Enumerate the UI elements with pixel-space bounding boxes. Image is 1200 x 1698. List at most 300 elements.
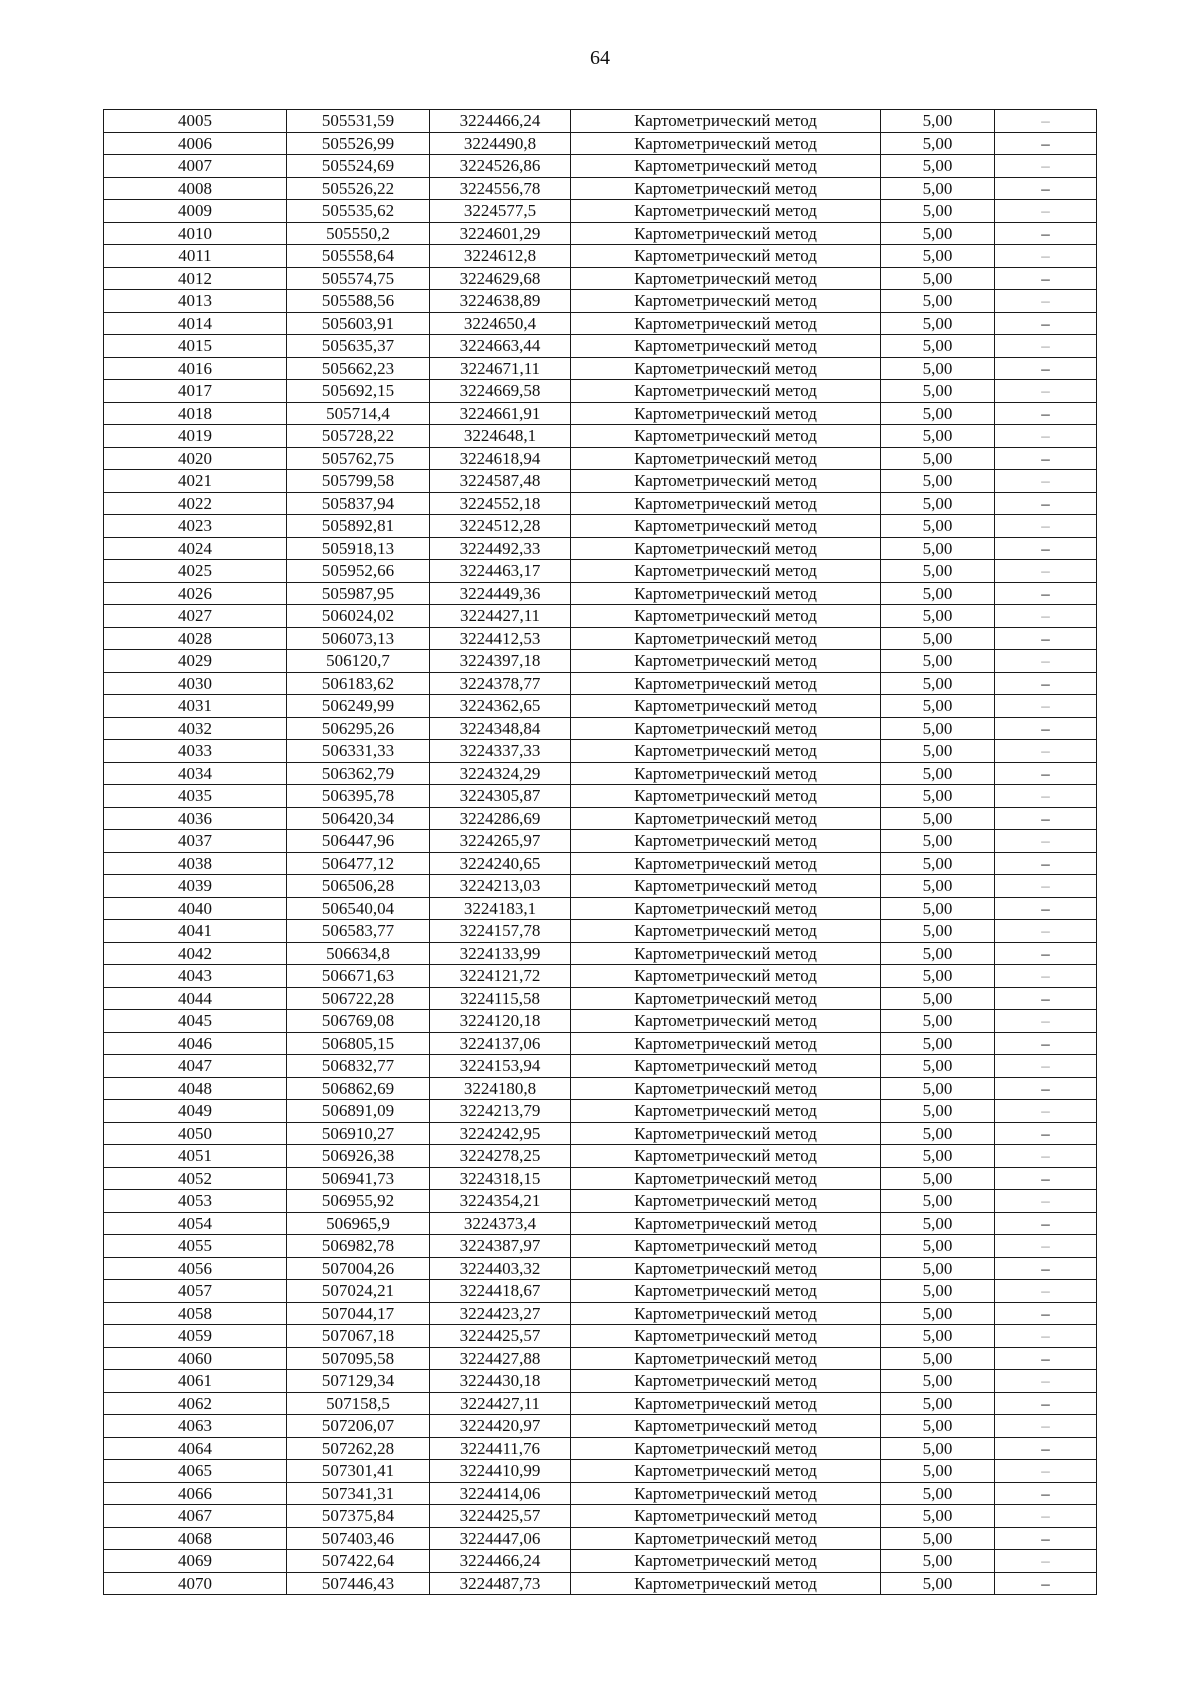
accuracy-cell: 5,00 <box>881 177 995 200</box>
dash-mark: – <box>1041 741 1050 761</box>
dash-mark: – <box>1041 358 1050 378</box>
dash-mark: – <box>1041 156 1050 176</box>
dash-mark: – <box>1041 696 1050 716</box>
point-number-cell: 4037 <box>104 830 287 853</box>
note-cell <box>995 695 1097 718</box>
y-coordinate-cell: 3224661,91 <box>430 402 571 425</box>
table-row <box>104 1392 1097 1415</box>
x-coordinate-cell: 506024,02 <box>287 605 430 628</box>
table-row <box>104 785 1097 808</box>
point-number-cell: 4068 <box>104 1527 287 1550</box>
accuracy-cell: 5,00 <box>881 515 995 538</box>
y-coordinate-cell: 3224425,57 <box>430 1325 571 1348</box>
x-coordinate-cell: 505526,99 <box>287 132 430 155</box>
method-cell: Картометрический метод <box>571 312 881 335</box>
accuracy-cell: 5,00 <box>881 1460 995 1483</box>
table-row <box>104 965 1097 988</box>
x-coordinate-cell: 506941,73 <box>287 1167 430 1190</box>
note-cell <box>995 1032 1097 1055</box>
dash-mark: – <box>1041 223 1050 243</box>
note-cell <box>995 110 1097 133</box>
method-cell: Картометрический метод <box>571 717 881 740</box>
point-number-cell: 4042 <box>104 942 287 965</box>
accuracy-cell: 5,00 <box>881 740 995 763</box>
accuracy-cell: 5,00 <box>881 807 995 830</box>
method-cell: Картометрический метод <box>571 1190 881 1213</box>
table-row <box>104 335 1097 358</box>
dash-mark: – <box>1041 1461 1050 1481</box>
dash-mark: – <box>1041 628 1050 648</box>
dash-mark: – <box>1041 966 1050 986</box>
y-coordinate-cell: 3224663,44 <box>430 335 571 358</box>
x-coordinate-cell: 505762,75 <box>287 447 430 470</box>
y-coordinate-cell: 3224629,68 <box>430 267 571 290</box>
accuracy-cell: 5,00 <box>881 560 995 583</box>
dash-mark: – <box>1041 1213 1050 1233</box>
dash-mark: – <box>1041 1483 1050 1503</box>
method-cell: Картометрический метод <box>571 830 881 853</box>
note-cell <box>995 1572 1097 1595</box>
accuracy-cell: 5,00 <box>881 312 995 335</box>
point-number-cell: 4034 <box>104 762 287 785</box>
y-coordinate-cell: 3224669,58 <box>430 380 571 403</box>
table-row <box>104 447 1097 470</box>
y-coordinate-cell: 3224157,78 <box>430 920 571 943</box>
note-cell <box>995 785 1097 808</box>
method-cell: Картометрический метод <box>571 1167 881 1190</box>
x-coordinate-cell: 506395,78 <box>287 785 430 808</box>
method-cell: Картометрический метод <box>571 740 881 763</box>
method-cell: Картометрический метод <box>571 1010 881 1033</box>
table-row <box>104 312 1097 335</box>
x-coordinate-cell: 507004,26 <box>287 1257 430 1280</box>
point-number-cell: 4043 <box>104 965 287 988</box>
dash-mark: – <box>1041 1573 1050 1593</box>
note-cell <box>995 1325 1097 1348</box>
dash-mark: – <box>1041 1528 1050 1548</box>
method-cell: Картометрический метод <box>571 920 881 943</box>
dash-mark: – <box>1041 1326 1050 1346</box>
x-coordinate-cell: 505692,15 <box>287 380 430 403</box>
method-cell: Картометрический метод <box>571 582 881 605</box>
point-number-cell: 4049 <box>104 1100 287 1123</box>
x-coordinate-cell: 505952,66 <box>287 560 430 583</box>
point-number-cell: 4059 <box>104 1325 287 1348</box>
note-cell <box>995 807 1097 830</box>
note-cell <box>995 1527 1097 1550</box>
method-cell: Картометрический метод <box>571 1302 881 1325</box>
note-cell <box>995 650 1097 673</box>
point-number-cell: 4006 <box>104 132 287 155</box>
dash-mark: – <box>1041 921 1050 941</box>
dash-mark: – <box>1041 876 1050 896</box>
point-number-cell: 4044 <box>104 987 287 1010</box>
table-row <box>104 807 1097 830</box>
accuracy-cell: 5,00 <box>881 942 995 965</box>
point-number-cell: 4035 <box>104 785 287 808</box>
accuracy-cell: 5,00 <box>881 492 995 515</box>
table-row <box>104 1302 1097 1325</box>
table-row <box>104 537 1097 560</box>
table-row <box>104 1235 1097 1258</box>
method-cell: Картометрический метод <box>571 1415 881 1438</box>
method-cell: Картометрический метод <box>571 155 881 178</box>
dash-mark: – <box>1041 291 1050 311</box>
point-number-cell: 4060 <box>104 1347 287 1370</box>
accuracy-cell: 5,00 <box>881 785 995 808</box>
table-row <box>104 1212 1097 1235</box>
x-coordinate-cell: 505550,2 <box>287 222 430 245</box>
point-number-cell: 4070 <box>104 1572 287 1595</box>
point-number-cell: 4055 <box>104 1235 287 1258</box>
method-cell: Картометрический метод <box>571 470 881 493</box>
x-coordinate-cell: 506447,96 <box>287 830 430 853</box>
accuracy-cell: 5,00 <box>881 1167 995 1190</box>
table-row <box>104 875 1097 898</box>
point-number-cell: 4054 <box>104 1212 287 1235</box>
table-row <box>104 1055 1097 1078</box>
note-cell <box>995 380 1097 403</box>
accuracy-cell: 5,00 <box>881 1122 995 1145</box>
y-coordinate-cell: 3224601,29 <box>430 222 571 245</box>
table-row <box>104 1077 1097 1100</box>
dash-mark: – <box>1041 178 1050 198</box>
method-cell: Картометрический метод <box>571 1280 881 1303</box>
accuracy-cell: 5,00 <box>881 1527 995 1550</box>
dash-mark: – <box>1041 381 1050 401</box>
dash-mark: – <box>1041 1078 1050 1098</box>
method-cell: Картометрический метод <box>571 875 881 898</box>
accuracy-cell: 5,00 <box>881 1370 995 1393</box>
accuracy-cell: 5,00 <box>881 1505 995 1528</box>
note-cell <box>995 245 1097 268</box>
dash-mark: – <box>1041 516 1050 536</box>
point-number-cell: 4040 <box>104 897 287 920</box>
method-cell: Картометрический метод <box>571 1077 881 1100</box>
note-cell <box>995 357 1097 380</box>
table-row <box>104 1482 1097 1505</box>
note-cell <box>995 1302 1097 1325</box>
point-number-cell: 4045 <box>104 1010 287 1033</box>
y-coordinate-cell: 3224449,36 <box>430 582 571 605</box>
note-cell <box>995 1122 1097 1145</box>
accuracy-cell: 5,00 <box>881 1235 995 1258</box>
dash-mark: – <box>1041 988 1050 1008</box>
point-number-cell: 4027 <box>104 605 287 628</box>
table-row <box>104 222 1097 245</box>
accuracy-cell: 5,00 <box>881 672 995 695</box>
method-cell: Картометрический метод <box>571 1370 881 1393</box>
method-cell: Картометрический метод <box>571 1212 881 1235</box>
y-coordinate-cell: 3224430,18 <box>430 1370 571 1393</box>
accuracy-cell: 5,00 <box>881 1212 995 1235</box>
dash-mark: – <box>1041 786 1050 806</box>
y-coordinate-cell: 3224115,58 <box>430 987 571 1010</box>
accuracy-cell: 5,00 <box>881 965 995 988</box>
y-coordinate-cell: 3224418,67 <box>430 1280 571 1303</box>
accuracy-cell: 5,00 <box>881 1392 995 1415</box>
point-number-cell: 4028 <box>104 627 287 650</box>
x-coordinate-cell: 506120,7 <box>287 650 430 673</box>
accuracy-cell: 5,00 <box>881 582 995 605</box>
dash-mark: – <box>1041 1416 1050 1436</box>
note-cell <box>995 290 1097 313</box>
accuracy-cell: 5,00 <box>881 132 995 155</box>
note-cell <box>995 335 1097 358</box>
method-cell: Картометрический метод <box>571 110 881 133</box>
table-row <box>104 1167 1097 1190</box>
y-coordinate-cell: 3224671,11 <box>430 357 571 380</box>
y-coordinate-cell: 3224387,97 <box>430 1235 571 1258</box>
dash-mark: – <box>1041 583 1050 603</box>
method-cell: Картометрический метод <box>571 1392 881 1415</box>
table-row <box>104 1505 1097 1528</box>
dash-mark: – <box>1041 448 1050 468</box>
method-cell: Картометрический метод <box>571 942 881 965</box>
accuracy-cell: 5,00 <box>881 425 995 448</box>
table-row <box>104 515 1097 538</box>
table-row <box>104 470 1097 493</box>
note-cell <box>995 1437 1097 1460</box>
y-coordinate-cell: 3224133,99 <box>430 942 571 965</box>
accuracy-cell: 5,00 <box>881 762 995 785</box>
x-coordinate-cell: 505535,62 <box>287 200 430 223</box>
y-coordinate-cell: 3224512,28 <box>430 515 571 538</box>
accuracy-cell: 5,00 <box>881 1572 995 1595</box>
y-coordinate-cell: 3224487,73 <box>430 1572 571 1595</box>
point-number-cell: 4021 <box>104 470 287 493</box>
note-cell <box>995 1145 1097 1168</box>
dash-mark: – <box>1041 898 1050 918</box>
note-cell <box>995 1167 1097 1190</box>
accuracy-cell: 5,00 <box>881 1100 995 1123</box>
dash-mark: – <box>1041 1438 1050 1458</box>
x-coordinate-cell: 506331,33 <box>287 740 430 763</box>
x-coordinate-cell: 506540,04 <box>287 897 430 920</box>
method-cell: Картометрический метод <box>571 1437 881 1460</box>
point-number-cell: 4020 <box>104 447 287 470</box>
x-coordinate-cell: 505603,91 <box>287 312 430 335</box>
y-coordinate-cell: 3224348,84 <box>430 717 571 740</box>
y-coordinate-cell: 3224463,17 <box>430 560 571 583</box>
accuracy-cell: 5,00 <box>881 357 995 380</box>
x-coordinate-cell: 506249,99 <box>287 695 430 718</box>
dash-mark: – <box>1041 1393 1050 1413</box>
note-cell <box>995 830 1097 853</box>
y-coordinate-cell: 3224650,4 <box>430 312 571 335</box>
accuracy-cell: 5,00 <box>881 537 995 560</box>
x-coordinate-cell: 507206,07 <box>287 1415 430 1438</box>
method-cell: Картометрический метод <box>571 402 881 425</box>
accuracy-cell: 5,00 <box>881 290 995 313</box>
table-row <box>104 1527 1097 1550</box>
note-cell <box>995 1482 1097 1505</box>
y-coordinate-cell: 3224587,48 <box>430 470 571 493</box>
table-row <box>104 1437 1097 1460</box>
y-coordinate-cell: 3224411,76 <box>430 1437 571 1460</box>
y-coordinate-cell: 3224213,03 <box>430 875 571 898</box>
y-coordinate-cell: 3224121,72 <box>430 965 571 988</box>
dash-mark: – <box>1041 1101 1050 1121</box>
table-row <box>104 560 1097 583</box>
x-coordinate-cell: 507095,58 <box>287 1347 430 1370</box>
dash-mark: – <box>1041 336 1050 356</box>
y-coordinate-cell: 3224420,97 <box>430 1415 571 1438</box>
note-cell <box>995 267 1097 290</box>
dash-mark: – <box>1041 1146 1050 1166</box>
point-number-cell: 4056 <box>104 1257 287 1280</box>
table-row <box>104 1100 1097 1123</box>
table-row <box>104 920 1097 943</box>
x-coordinate-cell: 506862,69 <box>287 1077 430 1100</box>
accuracy-cell: 5,00 <box>881 1550 995 1573</box>
note-cell <box>995 987 1097 1010</box>
point-number-cell: 4015 <box>104 335 287 358</box>
accuracy-cell: 5,00 <box>881 155 995 178</box>
note-cell <box>995 1415 1097 1438</box>
table-row <box>104 672 1097 695</box>
y-coordinate-cell: 3224490,8 <box>430 132 571 155</box>
x-coordinate-cell: 506362,79 <box>287 762 430 785</box>
accuracy-cell: 5,00 <box>881 1302 995 1325</box>
method-cell: Картометрический метод <box>571 1145 881 1168</box>
table-row <box>104 987 1097 1010</box>
table-row <box>104 1122 1097 1145</box>
note-cell <box>995 852 1097 875</box>
accuracy-cell: 5,00 <box>881 245 995 268</box>
point-number-cell: 4046 <box>104 1032 287 1055</box>
point-number-cell: 4012 <box>104 267 287 290</box>
table-row <box>104 1415 1097 1438</box>
accuracy-cell: 5,00 <box>881 1482 995 1505</box>
table-row <box>104 402 1097 425</box>
x-coordinate-cell: 506295,26 <box>287 717 430 740</box>
dash-mark: – <box>1041 246 1050 266</box>
method-cell: Картометрический метод <box>571 177 881 200</box>
accuracy-cell: 5,00 <box>881 267 995 290</box>
table-row <box>104 1280 1097 1303</box>
x-coordinate-cell: 506420,34 <box>287 807 430 830</box>
point-number-cell: 4052 <box>104 1167 287 1190</box>
x-coordinate-cell: 506926,38 <box>287 1145 430 1168</box>
method-cell: Картометрический метод <box>571 1235 881 1258</box>
note-cell <box>995 920 1097 943</box>
note-cell <box>995 560 1097 583</box>
x-coordinate-cell: 505918,13 <box>287 537 430 560</box>
point-number-cell: 4011 <box>104 245 287 268</box>
point-number-cell: 4024 <box>104 537 287 560</box>
method-cell: Картометрический метод <box>571 965 881 988</box>
coordinates-table <box>103 109 1097 1595</box>
dash-mark: – <box>1041 606 1050 626</box>
dash-mark: – <box>1041 1506 1050 1526</box>
dash-mark: – <box>1041 1011 1050 1031</box>
y-coordinate-cell: 3224378,77 <box>430 672 571 695</box>
table-row <box>104 627 1097 650</box>
note-cell <box>995 672 1097 695</box>
y-coordinate-cell: 3224305,87 <box>430 785 571 808</box>
dash-mark: – <box>1041 1168 1050 1188</box>
note-cell <box>995 717 1097 740</box>
x-coordinate-cell: 506910,27 <box>287 1122 430 1145</box>
point-number-cell: 4048 <box>104 1077 287 1100</box>
method-cell: Картометрический метод <box>571 267 881 290</box>
dash-mark: – <box>1041 1258 1050 1278</box>
point-number-cell: 4051 <box>104 1145 287 1168</box>
x-coordinate-cell: 507403,46 <box>287 1527 430 1550</box>
dash-mark: – <box>1041 1123 1050 1143</box>
y-coordinate-cell: 3224213,79 <box>430 1100 571 1123</box>
point-number-cell: 4036 <box>104 807 287 830</box>
x-coordinate-cell: 505526,22 <box>287 177 430 200</box>
accuracy-cell: 5,00 <box>881 200 995 223</box>
y-coordinate-cell: 3224180,8 <box>430 1077 571 1100</box>
note-cell <box>995 1010 1097 1033</box>
y-coordinate-cell: 3224412,53 <box>430 627 571 650</box>
note-cell <box>995 492 1097 515</box>
point-number-cell: 4007 <box>104 155 287 178</box>
note-cell <box>995 515 1097 538</box>
point-number-cell: 4022 <box>104 492 287 515</box>
accuracy-cell: 5,00 <box>881 1280 995 1303</box>
dash-mark: – <box>1041 808 1050 828</box>
note-cell <box>995 470 1097 493</box>
table-row <box>104 1347 1097 1370</box>
x-coordinate-cell: 505892,81 <box>287 515 430 538</box>
accuracy-cell: 5,00 <box>881 897 995 920</box>
dash-mark: – <box>1041 943 1050 963</box>
table-row <box>104 177 1097 200</box>
x-coordinate-cell: 507341,31 <box>287 1482 430 1505</box>
y-coordinate-cell: 3224324,29 <box>430 762 571 785</box>
table-row <box>104 380 1097 403</box>
table-row <box>104 605 1097 628</box>
method-cell: Картометрический метод <box>571 852 881 875</box>
dash-mark: – <box>1041 1056 1050 1076</box>
dash-mark: – <box>1041 561 1050 581</box>
dash-mark: – <box>1041 268 1050 288</box>
dash-mark: – <box>1041 426 1050 446</box>
table-row <box>104 582 1097 605</box>
y-coordinate-cell: 3224410,99 <box>430 1460 571 1483</box>
dash-mark: – <box>1041 201 1050 221</box>
point-number-cell: 4030 <box>104 672 287 695</box>
accuracy-cell: 5,00 <box>881 1437 995 1460</box>
note-cell <box>995 1392 1097 1415</box>
note-cell <box>995 1100 1097 1123</box>
dash-mark: – <box>1041 1191 1050 1211</box>
point-number-cell: 4069 <box>104 1550 287 1573</box>
accuracy-cell: 5,00 <box>881 920 995 943</box>
point-number-cell: 4025 <box>104 560 287 583</box>
table-row <box>104 830 1097 853</box>
accuracy-cell: 5,00 <box>881 335 995 358</box>
y-coordinate-cell: 3224552,18 <box>430 492 571 515</box>
y-coordinate-cell: 3224242,95 <box>430 1122 571 1145</box>
table-row <box>104 290 1097 313</box>
table-row <box>104 1145 1097 1168</box>
point-number-cell: 4057 <box>104 1280 287 1303</box>
method-cell: Картометрический метод <box>571 425 881 448</box>
dash-mark: – <box>1041 1236 1050 1256</box>
y-coordinate-cell: 3224120,18 <box>430 1010 571 1033</box>
point-number-cell: 4026 <box>104 582 287 605</box>
x-coordinate-cell: 507446,43 <box>287 1572 430 1595</box>
table-row <box>104 897 1097 920</box>
note-cell <box>995 200 1097 223</box>
y-coordinate-cell: 3224648,1 <box>430 425 571 448</box>
x-coordinate-cell: 506982,78 <box>287 1235 430 1258</box>
